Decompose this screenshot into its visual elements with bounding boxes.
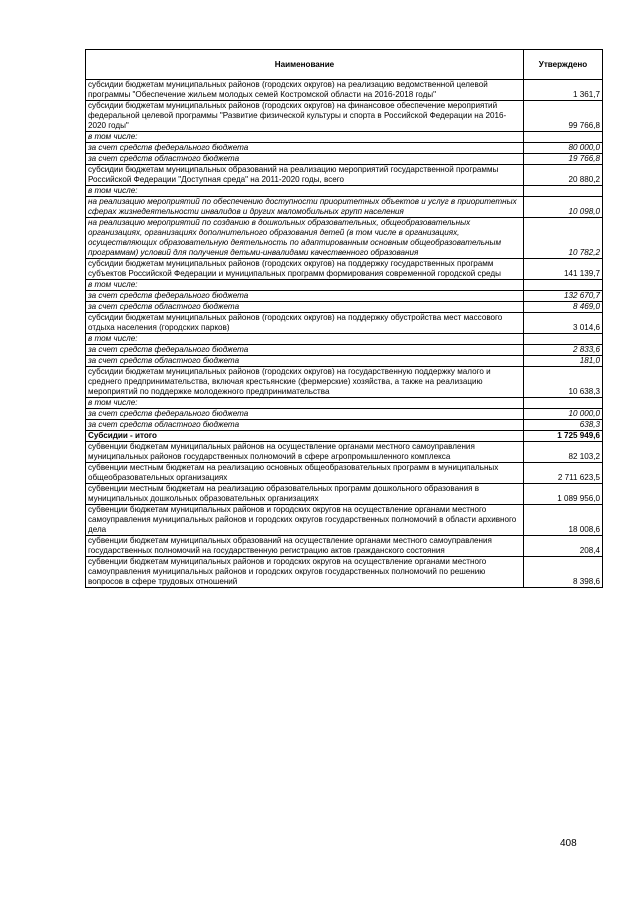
row-name-cell: субсидии бюджетам муниципальных районов (городских округов) на поддержку государственных программ субъектов Российской Федерации и муниципальных программ формирования современной городской среды: [86, 259, 524, 280]
row-name-cell: за счет средств областного бюджета: [86, 302, 524, 313]
row-value-cell: 18 008,6: [524, 505, 603, 536]
page-number: 408: [560, 838, 577, 849]
row-value-cell: 82 103,2: [524, 442, 603, 463]
row-value-cell: 1 725 949,6: [524, 431, 603, 442]
row-value-cell: 8 398,6: [524, 557, 603, 588]
row-name-cell: в том числе:: [86, 398, 524, 409]
row-name-cell: за счет средств федерального бюджета: [86, 143, 524, 154]
table-row: [86, 463, 603, 484]
row-value-cell: 80 000,0: [524, 143, 603, 154]
table-row: [86, 420, 603, 431]
table-row: [86, 291, 603, 302]
row-name-cell: субвенции бюджетам муниципальных районов и городских округов на осуществление органами местного самоуправления муниципальных районов и городских округов государственных полномочий по решению вопросов в сфере трудовых отношений: [86, 557, 524, 588]
table-header-row: [86, 50, 603, 80]
row-value-cell: 1 089 956,0: [524, 484, 603, 505]
table-row: [86, 80, 603, 101]
table-row: [86, 505, 603, 536]
row-value-cell: 99 766,8: [524, 101, 603, 132]
row-value-cell: [524, 186, 603, 197]
table-row: [86, 409, 603, 420]
row-value-cell: 10 000,0: [524, 409, 603, 420]
row-name-cell: Субсидии - итого: [86, 431, 524, 442]
row-name-cell: за счет средств федерального бюджета: [86, 345, 524, 356]
row-value-cell: 132 670,7: [524, 291, 603, 302]
table-row: [86, 132, 603, 143]
row-name-cell: субвенции местным бюджетам на реализацию образовательных программ дошкольного образования в муниципальных дошкольных образовательных организациях: [86, 484, 524, 505]
row-name-cell: за счет средств областного бюджета: [86, 420, 524, 431]
row-value-cell: [524, 132, 603, 143]
row-name-cell: субсидии бюджетам муниципальных районов (городских округов) на поддержку обустройства мест массового отдыха населения (городских парков): [86, 313, 524, 334]
row-value-cell: 208,4: [524, 536, 603, 557]
table-row: [86, 165, 603, 186]
row-name-cell: за счет средств федерального бюджета: [86, 409, 524, 420]
row-value-cell: 10 782,2: [524, 218, 603, 259]
row-value-cell: 2 833,6: [524, 345, 603, 356]
table-row: [86, 334, 603, 345]
row-value-cell: 638,3: [524, 420, 603, 431]
table-row: [86, 186, 603, 197]
table-row: [86, 143, 603, 154]
table-row: [86, 197, 603, 218]
row-name-cell: в том числе:: [86, 334, 524, 345]
table-row: [86, 398, 603, 409]
row-value-cell: 20 880,2: [524, 165, 603, 186]
row-name-cell: за счет средств областного бюджета: [86, 154, 524, 165]
row-value-cell: 10 638,3: [524, 367, 603, 398]
table-row: [86, 101, 603, 132]
table-body: [86, 80, 603, 588]
row-value-cell: 181,0: [524, 356, 603, 367]
row-name-cell: субвенции бюджетам муниципальных районов и городских округов на осуществление органами местного самоуправления муниципальных районов и городских округов государственных полномочий в области архивного дела: [86, 505, 524, 536]
row-name-cell: субсидии бюджетам муниципальных районов (городских округов) на финансовое обеспечение мероприятий федеральной целевой программы "Развитие физической культуры и спорта в Российской Федерации на 2016-2020 годы": [86, 101, 524, 132]
row-value-cell: 10 098,0: [524, 197, 603, 218]
row-name-cell: в том числе:: [86, 186, 524, 197]
row-value-cell: 19 766,8: [524, 154, 603, 165]
header-approved: Утверждено: [524, 50, 603, 80]
row-name-cell: за счет средств областного бюджета: [86, 356, 524, 367]
row-name-cell: субвенции бюджетам муниципальных районов на осуществление органами местного самоуправления муниципальных районов государственных полномочий в сфере агропромышленного комплекса: [86, 442, 524, 463]
budget-table: [85, 49, 603, 588]
table-row: [86, 536, 603, 557]
row-name-cell: на реализацию мероприятий по обеспечению доступности приоритетных объектов и услуг в приоритетных сферах жизнедеятельности инвалидов и других маломобильных групп населения: [86, 197, 524, 218]
table-row: [86, 367, 603, 398]
row-value-cell: [524, 280, 603, 291]
row-value-cell: 1 361,7: [524, 80, 603, 101]
header-name: Наименование: [86, 50, 524, 80]
row-name-cell: субсидии бюджетам муниципальных районов (городских округов) на реализацию ведомственной целевой программы "Обеспечение жильем молодых семей Костромской области на 2016-2018 годы": [86, 80, 524, 101]
row-name-cell: субвенции местным бюджетам на реализацию основных общеобразовательных программ в муниципальных общеобразовательных организациях: [86, 463, 524, 484]
table-row: [86, 154, 603, 165]
table-row: [86, 431, 603, 442]
row-value-cell: 2 711 623,5: [524, 463, 603, 484]
table-row: [86, 280, 603, 291]
row-value-cell: [524, 334, 603, 345]
table-row: [86, 442, 603, 463]
table-row: [86, 484, 603, 505]
row-name-cell: субсидии бюджетам муниципальных образований на реализацию мероприятий государственной программы Российской Федерации "Доступная среда" на 2011-2020 годы, всего: [86, 165, 524, 186]
row-name-cell: за счет средств федерального бюджета: [86, 291, 524, 302]
table-row: [86, 557, 603, 588]
row-name-cell: субсидии бюджетам муниципальных районов (городских округов) на государственную поддержку малого и среднего предпринимательства, включая крестьянские (фермерские) хозяйства, а также на реализацию мероприятий по поддержке молодежного предпринимательства: [86, 367, 524, 398]
row-value-cell: [524, 398, 603, 409]
table-row: [86, 218, 603, 259]
row-name-cell: в том числе:: [86, 132, 524, 143]
row-name-cell: в том числе:: [86, 280, 524, 291]
table-row: [86, 302, 603, 313]
row-value-cell: 8 469,0: [524, 302, 603, 313]
row-name-cell: субвенции бюджетам муниципальных образований на осуществление органами местного самоуправления государственных полномочий на государственную регистрацию актов гражданского состояния: [86, 536, 524, 557]
row-value-cell: 3 014,6: [524, 313, 603, 334]
table-row: [86, 356, 603, 367]
table-row: [86, 313, 603, 334]
row-name-cell: на реализацию мероприятий по созданию в дошкольных образовательных, общеобразовательных организациях, организациях дополнительного образования детей (в том числе в организациях, осуществляющих образовательную деятельность по адаптированным основным общеобразовательным программам) условий для получения детьми-инвалидами качественного образования: [86, 218, 524, 259]
table-row: [86, 259, 603, 280]
row-value-cell: 141 139,7: [524, 259, 603, 280]
table-row: [86, 345, 603, 356]
